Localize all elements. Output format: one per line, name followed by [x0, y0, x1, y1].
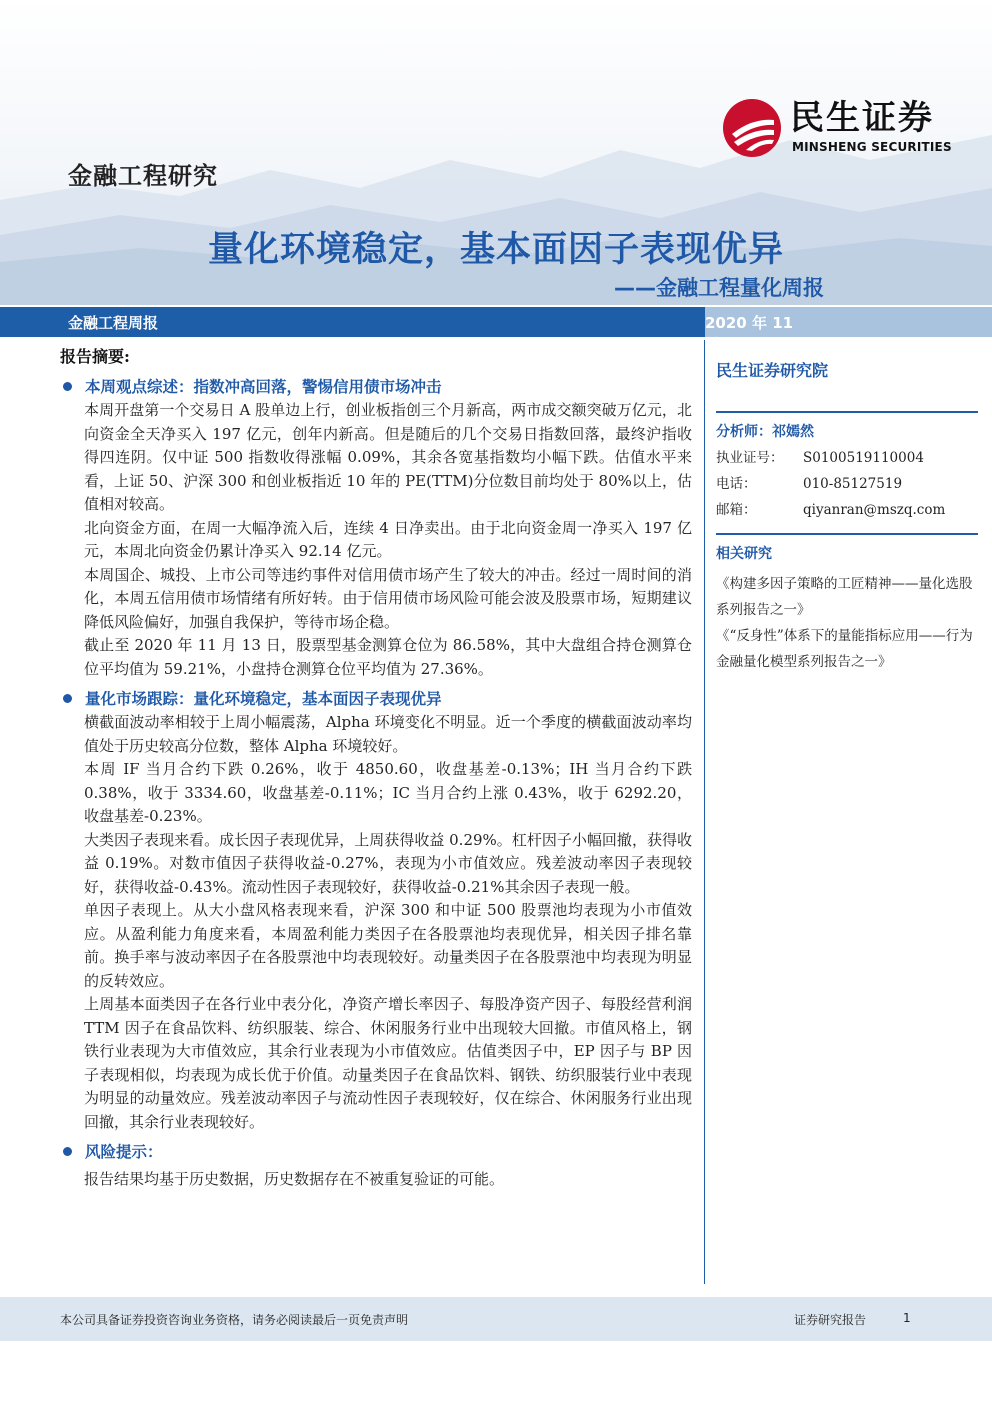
page-number: 1	[903, 1311, 911, 1325]
report-series-label: 金融工程周报	[68, 314, 159, 332]
minsheng-logo-icon	[722, 98, 782, 158]
paragraph: 本周 IF 当月合约下跌 0.26%，收于 4850.60，收盘基差-0.13%；IH 当月合约下跌 0.38%，收于 3334.60，收盘基差-0.11%；IC 当月合约上涨 0.43%，收于 6292.20，收盘基差-0.23%。	[84, 760, 692, 825]
section-heading-2	[60, 687, 692, 709]
contact-key: 邮箱：	[716, 502, 757, 518]
paragraph: 报告结果均基于历史数据，历史数据存在不被重复验证的可能。	[84, 1170, 505, 1188]
divider	[716, 411, 978, 413]
related-research-list	[716, 571, 978, 675]
paragraph: 截止至 2020 年 11 月 13 日，股票型基金测算仓位为 86.58%，其中大盘组合持仓测算仓位平均值为 59.21%，小盘持仓测算仓位平均值为 27.36%。	[84, 636, 692, 678]
contact-key: 执业证号：	[716, 450, 784, 466]
section-heading-3	[60, 1140, 692, 1162]
report-subtitle: ——金融工程量化周报	[614, 276, 824, 300]
contact-value: S0100519110004	[803, 450, 924, 466]
summary-heading: 报告摘要:	[60, 347, 130, 366]
paragraph: 本周国企、城投、上市公司等违约事件对信用债市场产生了较大的冲击。经过一周时间的消化，本周五信用债市场情绪有所好转。由于信用债市场风险可能会波及股票市场，短期建议降低风险偏好，加强自我保护，等待市场企稳。	[84, 565, 692, 631]
title-bar-right	[705, 307, 992, 353]
contact-value: 010-85127519	[803, 476, 903, 492]
section-heading-text: 风险提示：	[85, 1142, 163, 1161]
summary-section	[60, 344, 692, 1192]
footer-report-type: 证券研究报告	[794, 1313, 867, 1327]
paragraph: 本周开盘第一个交易日 A 股单边上行，创业板指创三个月新高，两市成交额突破万亿元，北向资金全天净买入 197 亿元，创年内新高。但是随后的几个交易日指数回落，最终沪指收得四连阴。仅中证 500 指数收得涨幅 0.09%，其余各宽基指数均小幅下跌。估值水平来看，上证 50、沪深 300 和创业板指近 10 年的 PE(TTM)分位数目前均处于 80%以上，估值相对较高。	[84, 401, 692, 513]
analyst-label: 分析师：祁嫣然	[716, 424, 814, 440]
paragraph: 北向资金方面，在周一大幅净流入后，连续 4 日净卖出。由于北向资金周一净买入 197 亿元，本周北向资金仍累计净买入 92.14 亿元。	[84, 518, 692, 560]
footer-disclaimer: 本公司具备证券投资咨询业务资格，请务必阅读最后一页免责声明	[60, 1313, 409, 1327]
contact-email[interactable]: qiyanran@mszq.com	[803, 502, 946, 518]
page-footer	[0, 1297, 992, 1341]
paragraph: 单因子表现上。从大小盘风格表现来看，沪深 300 和中证 500 股票池均表现为小市值效应。从盈利能力角度来看，本周盈利能力类因子在各股票池均表现优异，相关因子排名靠前。换手率与波动率因子在各股票池中均表现较好。动量类因子在各股票池中均表现为明显的反转效应。	[84, 901, 692, 990]
section-heading-text: 本周观点综述：指数冲高回落，警惕信用债市场冲击	[85, 377, 442, 396]
contact-row	[716, 497, 978, 523]
contact-row	[716, 471, 978, 497]
section-heading-text: 量化市场跟踪：量化环境稳定，基本面因子表现优异	[85, 689, 442, 708]
report-date: 2020 年 11 月 16 日	[705, 314, 794, 353]
institute-name: 民生证券研究院	[716, 361, 829, 380]
column-divider	[704, 340, 705, 1284]
brand-name-cn: 民生证券	[790, 98, 934, 138]
paragraph: 大类因子表现来看。成长因子表现优异，上周获得收益 0.29%。杠杆因子小幅回撤，获得收益 0.19%。对数市值因子获得收益-0.27%，表现为小市值效应。残差波动率因子表现较好，获得收益-0.43%。流动性因子表现较好，获得收益-0.21%其余因子表现一般。	[84, 830, 692, 896]
report-title: 量化环境稳定，基本面因子表现优异	[207, 230, 784, 270]
paragraph: 横截面波动率相较于上周小幅震荡，Alpha 环境变化不明显。近一个季度的横截面波动率均值处于历史较高分位数，整体 Alpha 环境较好。	[84, 713, 692, 755]
section-heading-1	[60, 375, 692, 397]
title-bar	[0, 307, 992, 353]
sidebar	[716, 358, 978, 675]
paragraph: 上周基本面类因子在各行业中表分化，净资产增长率因子、每股净资产因子、每股经营利润 TTM 因子在食品饮料、纺织服装、综合、休闲服务行业中出现较大回撤。市值风格上，钢铁行业表现为大市值效应，其余行业表现为小市值效应。估值类因子中，EP 因子与 BP 因子表现相似，均表现为成长优于价值。动量类因子在食品饮料、钢铁、纺织服装行业中表现为明显的动量效应。残差波动率因子与流动性因子表现较好，仅在综合、休闲服务行业出现回撤，其余行业表现较好。	[84, 995, 692, 1131]
title-bar-left	[0, 307, 705, 337]
related-research-item[interactable]: 《“反身性”体系下的量能指标应用——行为金融量化模型系列报告之一》	[716, 628, 973, 670]
report-category: 金融工程研究	[68, 162, 218, 190]
bullet-dot-icon	[63, 1147, 72, 1156]
brand-name-en: MINSHENG SECURITIES	[792, 140, 952, 154]
contact-key: 电话：	[716, 476, 757, 492]
brand-logo	[722, 98, 962, 158]
contact-row	[716, 445, 978, 471]
divider	[716, 533, 978, 535]
related-research-item[interactable]: 《构建多因子策略的工匠精神——量化选股系列报告之一》	[716, 576, 973, 618]
contact-list	[716, 445, 978, 523]
bullet-dot-icon	[63, 382, 72, 391]
related-research-label: 相关研究	[716, 546, 772, 562]
bullet-dot-icon	[63, 694, 72, 703]
